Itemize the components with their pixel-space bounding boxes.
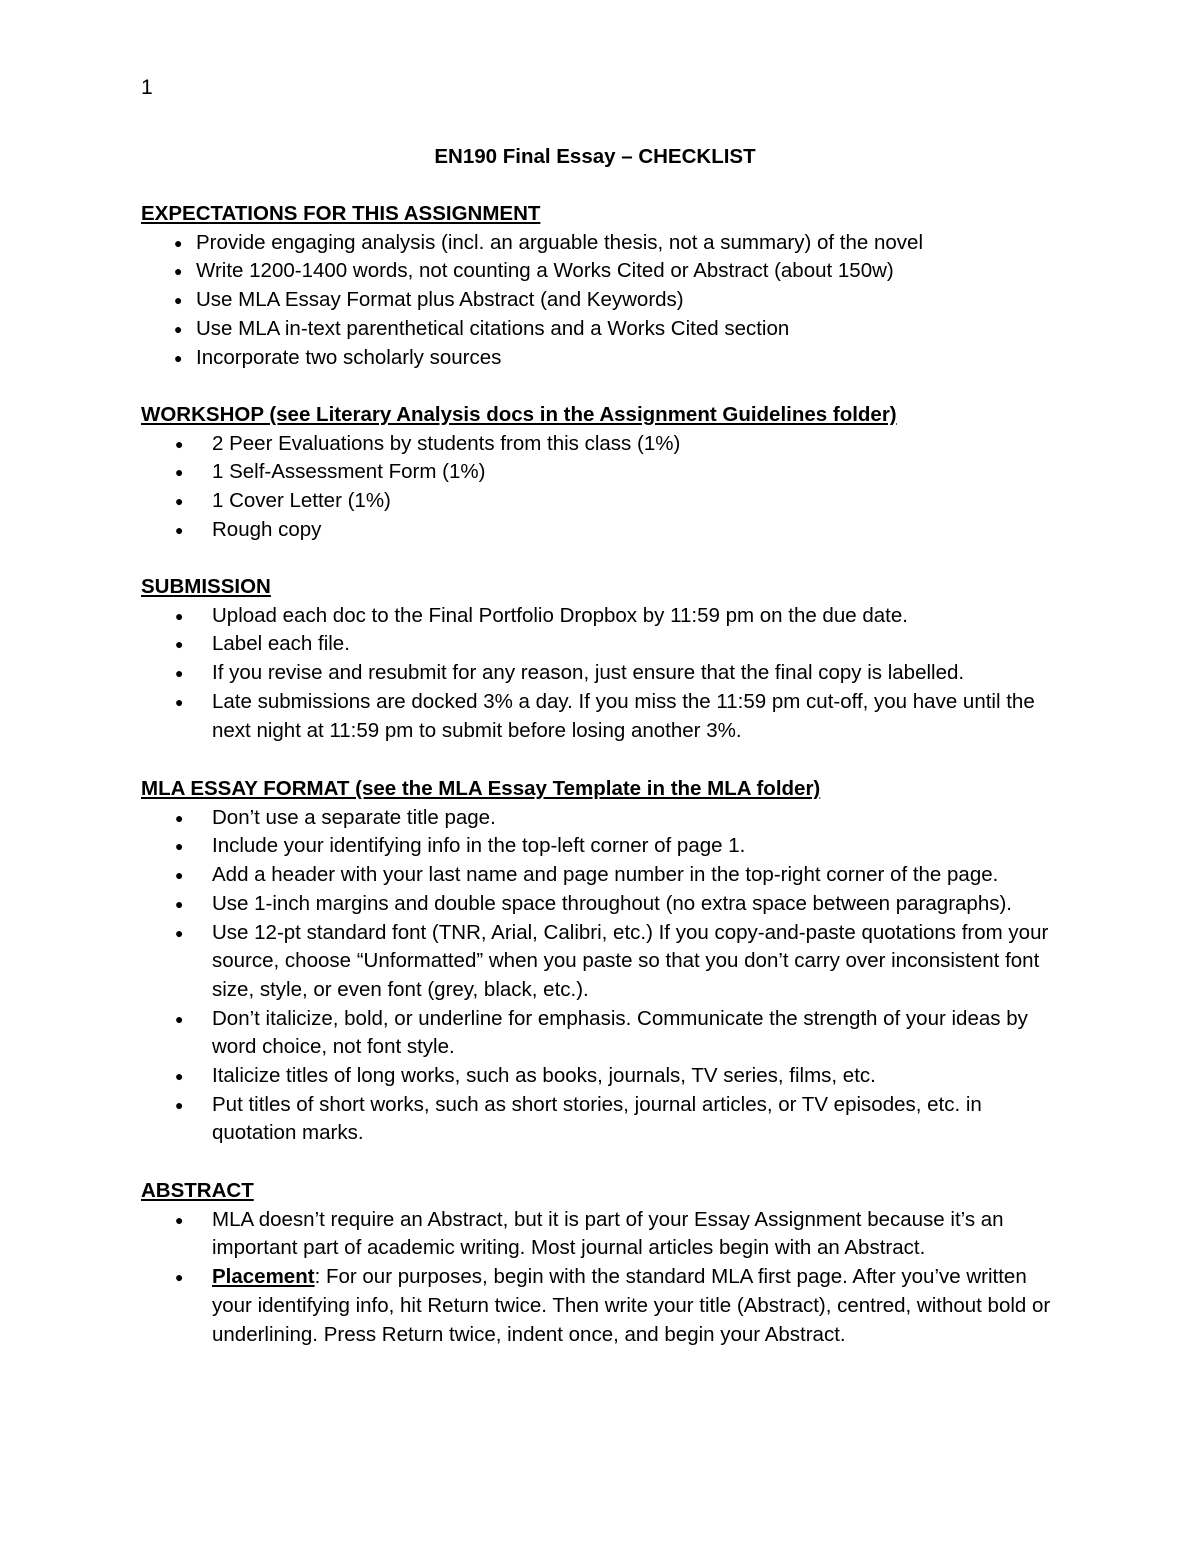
bullet-icon: ● [175,809,184,826]
bullet-icon: ● [175,1068,184,1085]
list-item-text: Include your identifying info in the top-left corner of page 1. [212,834,746,858]
bullet-list [141,1206,1061,1350]
list-item [141,602,1061,631]
bullet-icon: ● [175,1269,184,1286]
bullet-icon: ● [175,464,184,481]
list-item-text: 1 Self-Assessment Form (1%) [212,460,486,484]
bullet-icon: ● [175,1211,184,1228]
list-item-text: Put titles of short works, such as short stories, journal articles, or TV episodes, etc. in quotation marks. [212,1092,982,1145]
section-heading: EXPECTATIONS FOR THIS ASSIGNMENT [141,202,541,225]
bullet-list [141,430,1061,545]
list-item [141,344,1061,373]
list-item-text: MLA doesn’t require an Abstract, but it is part of your Essay Assignment because it’s an important part of academic writing. Most journal articles begin with an Abstract. [212,1207,1004,1260]
list-item-text: 1 Cover Letter (1%) [212,489,391,513]
list-item-text: Label each file. [212,632,350,656]
bullet-icon: ● [175,607,184,624]
list-item-text: Late submissions are docked 3% a day. If you miss the 11:59 pm cut-off, you have until the next night at 11:59 pm to submit before losing another 3%. [212,689,1035,742]
bullet-icon: ● [175,1010,184,1027]
section-expectations [141,200,1061,372]
bullet-icon: ● [175,693,184,710]
list-item-text: Italicize titles of long works, such as books, journals, TV series, films, etc. [212,1064,876,1088]
bullet-icon: ● [175,435,184,452]
list-item [141,1062,1061,1091]
list-item [141,315,1061,344]
section-heading: ABSTRACT [141,1179,254,1202]
section-mla-format [141,775,1061,1148]
list-item [141,257,1061,286]
bullet-icon: ● [175,636,184,653]
bullet-icon: ● [175,665,184,682]
list-item [141,804,1061,833]
list-item-text: Write 1200-1400 words, not counting a Works Cited or Abstract (about 150w) [196,259,894,283]
list-item [141,430,1061,459]
list-item [141,1005,1061,1062]
list-item [141,229,1061,258]
list-item [141,832,1061,861]
list-item [141,286,1061,315]
list-item [141,688,1061,745]
bullet-icon: ● [175,838,184,855]
bullet-icon: ● [174,234,183,251]
list-item [141,516,1061,545]
list-item-text: Use MLA Essay Format plus Abstract (and Keywords) [196,288,684,312]
bullet-list [141,804,1061,1148]
bullet-icon: ● [175,1096,184,1113]
bullet-icon: ● [174,320,183,337]
list-item-text: Use 12-pt standard font (TNR, Arial, Calibri, etc.) If you copy-and-paste quotations from your source, choose “Unformatted” when you paste so that you don’t carry over inconsistent font size, style, or even font (grey, black, etc.). [212,920,1049,1001]
bullet-icon: ● [174,263,183,280]
bullet-icon: ● [174,349,183,366]
section-abstract [141,1177,1061,1349]
list-item [141,487,1061,516]
bullet-icon: ● [175,493,184,510]
list-item [141,1263,1061,1349]
list-item-text: Use 1-inch margins and double space throughout (no extra space between paragraphs). [212,891,1012,915]
list-item [141,890,1061,919]
list-item-text: Rough copy [212,517,322,541]
list-item [141,861,1061,890]
placement-label: Placement [212,1265,315,1289]
list-item-text: Add a header with your last name and page number in the top-right corner of the page. [212,863,999,887]
document-title: EN190 Final Essay – CHECKLIST [434,145,756,168]
bullet-icon: ● [174,292,183,309]
list-item-text: 2 Peer Evaluations by students from this class (1%) [212,431,681,455]
list-item-text: Incorporate two scholarly sources [196,345,502,369]
page-number: 1 [141,76,153,99]
bullet-icon: ● [175,867,184,884]
bullet-icon: ● [175,924,184,941]
section-workshop [141,401,1061,545]
bullet-icon: ● [175,895,184,912]
list-item-text: Use MLA in-text parenthetical citations and a Works Cited section [196,316,790,340]
section-heading: WORKSHOP (see Literary Analysis docs in the Assignment Guidelines folder) [141,403,897,426]
list-item-text: If you revise and resubmit for any reason, just ensure that the final copy is labelled. [212,661,965,685]
list-item [141,1206,1061,1263]
list-item-text: Don’t use a separate title page. [212,805,496,829]
section-heading: SUBMISSION [141,575,271,598]
list-item-text: Don’t italicize, bold, or underline for emphasis. Communicate the strength of your ideas by word choice, not font style. [212,1006,1028,1059]
bullet-icon: ● [175,521,184,538]
list-item [141,919,1061,1005]
bullet-list [141,602,1061,746]
bullet-list [141,229,1061,373]
list-item [141,1091,1061,1148]
list-item [141,458,1061,487]
list-item [141,659,1061,688]
section-heading: MLA ESSAY FORMAT (see the MLA Essay Template in the MLA folder) [141,777,821,800]
list-item-text [212,1263,1061,1349]
list-item-text: Provide engaging analysis (incl. an arguable thesis, not a summary) of the novel [196,230,924,254]
placement-text: : For our purposes, begin with the standard MLA first page. After you’ve written your identifying info, hit Return twice. Then write your title (Abstract), centred, without bold or underlining. Press Return twice, indent once, and begin your Abstract. [212,1265,1051,1346]
list-item-text: Upload each doc to the Final Portfolio Dropbox by 11:59 pm on the due date. [212,603,908,627]
list-item [141,630,1061,659]
section-submission [141,573,1061,745]
